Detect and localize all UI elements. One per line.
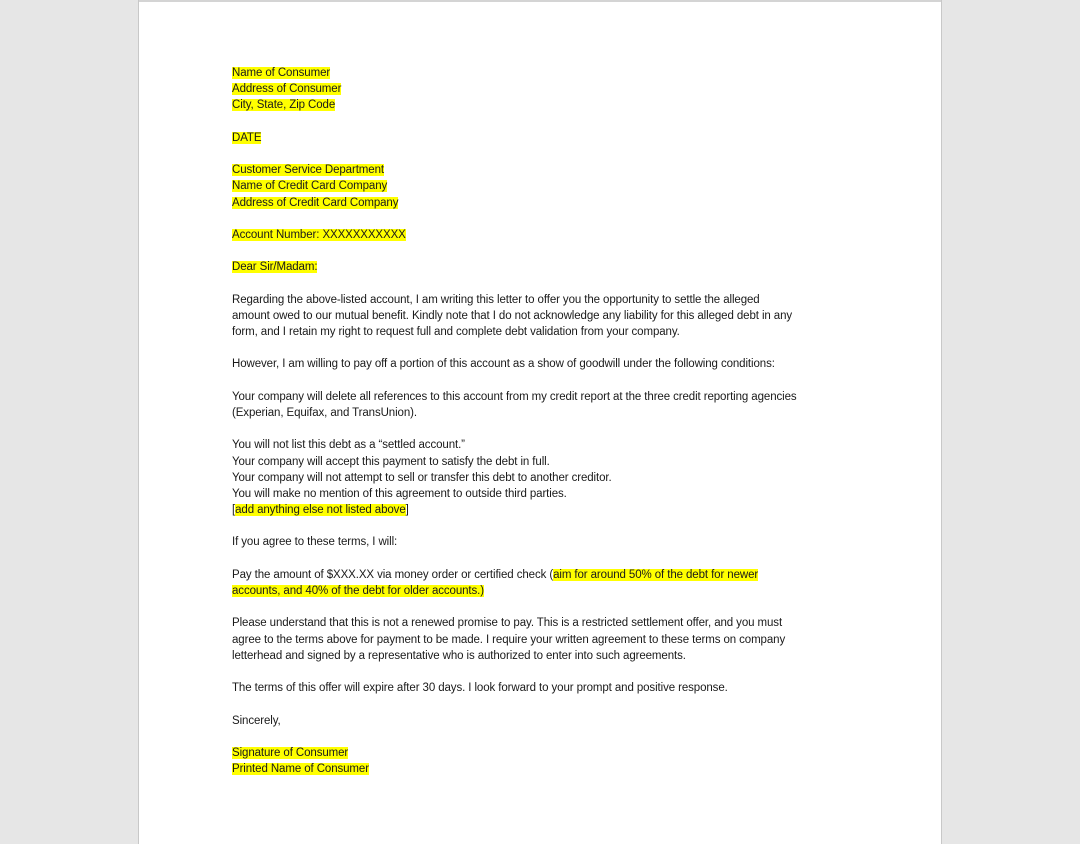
account-number: Account Number: XXXXXXXXXXX xyxy=(232,228,406,241)
paragraph4: The terms of this offer will expire after 30 days. I look forward to your prompt and positive response. xyxy=(232,682,728,695)
recipient-company-name: Name of Credit Card Company xyxy=(232,180,388,193)
letter-body[interactable] xyxy=(232,65,872,777)
bracket-open: [ xyxy=(232,504,236,517)
paragraph1-line1: Regarding the above-listed account, I am writing this letter to offer you the opportunity to settle the alleged xyxy=(232,293,760,306)
letter-date: DATE xyxy=(232,131,262,144)
paragraph3-line1: Please understand that this is not a renewed promise to pay. This is a restricted settlement offer, and you must xyxy=(232,617,783,630)
printed-name: Printed Name of Consumer xyxy=(232,763,369,776)
condition1-line1: Your company will delete all references to this account from my credit report at the three credit reporting agencies xyxy=(232,390,797,403)
condition-item: Your company will not attempt to sell or transfer this debt to another creditor. xyxy=(232,471,612,484)
recipient-company-address: Address of Credit Card Company xyxy=(232,196,399,209)
paragraph1-line2: amount owed to our mutual benefit. Kindly note that I do not acknowledge any liability for this alleged debt in any xyxy=(232,309,793,322)
payment-line2 xyxy=(232,583,872,599)
placeholder-line xyxy=(232,502,872,518)
consumer-name: Name of Consumer xyxy=(232,67,331,79)
agree-line: If you agree to these terms, I will: xyxy=(232,536,398,549)
condition1-line2: (Experian, Equifax, and TransUnion). xyxy=(232,406,417,419)
condition-item: You will make no mention of this agreement to outside third parties. xyxy=(232,487,567,500)
closing: Sincerely, xyxy=(232,714,281,727)
paragraph3-line3: letterhead and signed by a representative who is authorized to enter into such agreements. xyxy=(232,649,686,662)
payment-line1 xyxy=(232,567,872,583)
payment-note-1: aim for around 50% of the debt for newer xyxy=(553,568,759,581)
payment-note-2: accounts, and 40% of the debt for older accounts.) xyxy=(232,585,484,597)
payment-prefix: Pay the amount of $XXX.XX via money order or certified check ( xyxy=(232,568,554,581)
placeholder-text: add anything else not listed above xyxy=(235,504,406,517)
paragraph3-line2: agree to the terms above for payment to be made. I require your written agreement to these terms on company xyxy=(232,633,786,646)
paragraph2: However, I am willing to pay off a portion of this account as a show of goodwill under the following conditions: xyxy=(232,358,775,371)
consumer-address: Address of Consumer xyxy=(232,83,342,96)
paragraph1-line3: form, and I retain my right to request full and complete debt validation from your company. xyxy=(232,326,680,338)
condition-item: Your company will accept this payment to satisfy the debt in full. xyxy=(232,455,550,468)
document-page xyxy=(138,0,942,844)
condition-item: You will not list this debt as a “settled account.” xyxy=(232,439,465,452)
bracket-close: ] xyxy=(405,504,409,517)
recipient-department: Customer Service Department xyxy=(232,164,384,177)
signature: Signature of Consumer xyxy=(232,746,349,759)
consumer-city-state-zip: City, State, Zip Code xyxy=(232,99,336,112)
salutation: Dear Sir/Madam: xyxy=(232,261,318,274)
